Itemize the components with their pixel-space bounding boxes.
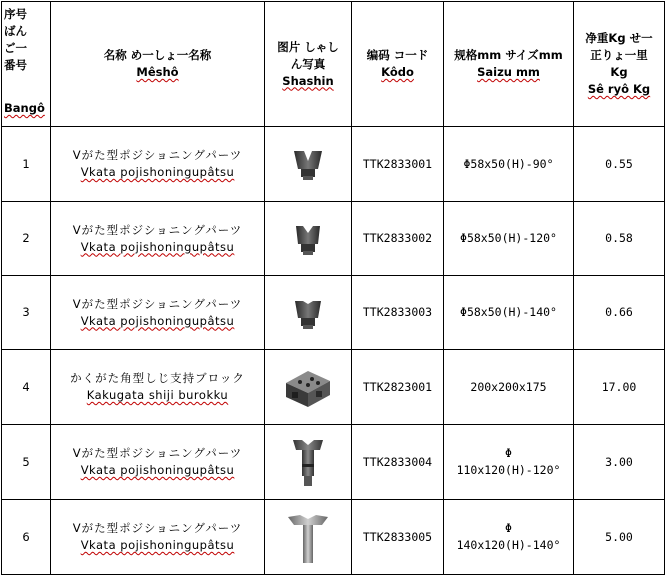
row-number: 5 [2,425,51,500]
v-positioning-pin-120-icon [290,436,326,488]
part-name: Vがた型ポジショニングパーツ Vkata pojishoningupâtsu [51,276,265,350]
v-block-90-icon [290,147,326,181]
part-code: TTK2833001 [352,127,444,202]
header-image: 图片 しゃし ん写真 Shashin [265,2,352,127]
part-name: Vがた型ポジショニングパーツ Vkata pojishoningupâtsu [51,500,265,575]
table-row [2,276,665,350]
part-image [265,350,352,425]
part-image [265,127,352,202]
header-spec: 规格mm サイズmm Saizu mm [444,2,574,127]
part-spec: 200x200x175 [444,350,574,425]
row-number: 2 [2,202,51,276]
part-spec: Φ58x50(H)-90° [444,127,574,202]
part-code: TTK2833003 [352,276,444,350]
part-image [265,425,352,500]
part-code: TTK2833002 [352,202,444,276]
part-weight: 17.00 [574,350,665,425]
row-number: 6 [2,500,51,575]
parts-table [1,1,665,575]
row-number: 3 [2,276,51,350]
part-spec: Φ58x50(H)-140° [444,276,574,350]
part-image [265,500,352,575]
part-spec: Φ 140x120(H)-140° [444,500,574,575]
table-row [2,500,665,575]
part-spec: Φ58x50(H)-120° [444,202,574,276]
part-code: TTK2833005 [352,500,444,575]
part-weight: 0.55 [574,127,665,202]
table-row [2,202,665,276]
header-weight: 净重Kg せ一 正りょ一里 Kg Sê ryô Kg [574,2,665,127]
part-code: TTK2823001 [352,350,444,425]
table-row [2,350,665,425]
v-block-140-icon [290,296,326,330]
table-row [2,127,665,202]
part-weight: 5.00 [574,500,665,575]
part-image [265,276,352,350]
part-code: TTK2833004 [352,425,444,500]
header-row [2,2,665,127]
table-row [2,425,665,500]
part-name: Vがた型ポジショニングパーツ Vkata pojishoningupâtsu [51,127,265,202]
part-name: かくがた角型しじ支持ブロック Kakugata shiji burokku [51,350,265,425]
part-weight: 3.00 [574,425,665,500]
v-block-120-icon [290,222,326,256]
header-number: 序号 ばん ご一 番号 Bangô [2,2,51,127]
header-code: 编码 コ一ド Kôdo [352,2,444,127]
part-weight: 0.58 [574,202,665,276]
part-spec: Φ 110x120(H)-120° [444,425,574,500]
part-weight: 0.66 [574,276,665,350]
row-number: 4 [2,350,51,425]
part-name: Vがた型ポジショニングパーツ Vkata pojishoningupâtsu [51,425,265,500]
part-image [265,202,352,276]
row-number: 1 [2,127,51,202]
part-name: Vがた型ポジショニングパーツ Vkata pojishoningupâtsu [51,202,265,276]
square-support-block-icon [282,365,334,409]
v-positioning-pin-140-icon [286,509,330,565]
header-name: 名称 め一しょ一名称 Mêshô [51,2,265,127]
